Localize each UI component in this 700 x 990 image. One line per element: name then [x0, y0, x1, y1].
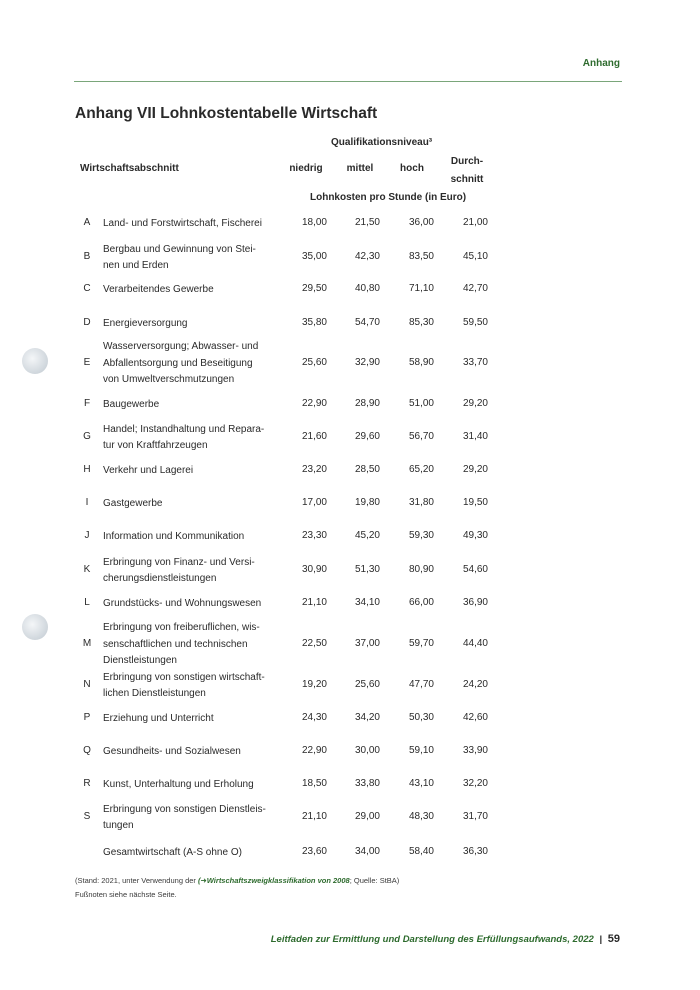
section-code: M [82, 638, 92, 649]
high-value: 58,90 [408, 357, 434, 368]
section-code: H [83, 464, 91, 475]
average-header-line: schnitt [450, 174, 484, 185]
section-label-line: von Umweltverschmutzungen [103, 374, 235, 386]
low-value: 17,00 [301, 497, 327, 508]
section-label: Baugewerbe [103, 398, 160, 410]
section-label-line: Bergbau und Gewinnung von Stei- [103, 243, 256, 255]
section-code: A [83, 217, 91, 228]
high-value: 71,10 [408, 283, 434, 294]
section-label: Kunst, Unterhaltung und Erholung [103, 778, 254, 790]
high-value: 59,30 [408, 530, 434, 541]
section-code: P [83, 712, 91, 723]
economic-section-header: Wirtschaftsabschnitt [80, 163, 179, 174]
page-number: 59 [607, 933, 620, 945]
low-value: 30,90 [301, 564, 327, 575]
average-value: 31,40 [462, 431, 488, 442]
high-value: 47,70 [408, 679, 434, 690]
high-value: 58,40 [408, 846, 434, 857]
section-label-line: tur von Kraftfahrzeugen [103, 440, 208, 451]
footer-separator: | [599, 934, 603, 945]
mid-value: 34,00 [354, 846, 380, 857]
section-code: L [84, 597, 90, 608]
average-value: 44,40 [462, 638, 488, 649]
section-label [103, 339, 273, 389]
qualification-level-header: Qualifikationsniveau³ [331, 137, 433, 148]
section-label-line: cherungsdienstleistungen [103, 573, 217, 584]
average-value: 33,90 [462, 745, 488, 756]
average-header [442, 153, 492, 189]
section-code: E [83, 357, 91, 368]
section-code: I [85, 497, 89, 508]
high-value: 83,50 [408, 251, 434, 262]
source-note [75, 876, 399, 885]
page-footer [271, 933, 620, 945]
mid-value: 33,80 [354, 778, 380, 789]
low-value: 21,10 [301, 597, 327, 608]
low-level-header: niedrig [289, 163, 323, 174]
low-value: 24,30 [301, 712, 327, 723]
section-label: Gesundheits- und Sozialwesen [103, 745, 241, 757]
mid-value: 51,30 [354, 564, 380, 575]
average-value: 59,50 [462, 317, 488, 328]
mid-value: 32,90 [354, 357, 380, 368]
source-prefix: (Stand: 2021, unter Verwendung der [75, 876, 199, 885]
section-label [103, 422, 273, 455]
mid-value: 21,50 [354, 217, 380, 228]
section-code: J [84, 530, 90, 541]
high-value: 85,30 [408, 317, 434, 328]
section-code: R [83, 778, 91, 789]
section-label: Gastgewerbe [103, 497, 163, 509]
low-value: 25,60 [301, 357, 327, 368]
high-value: 65,20 [408, 464, 434, 475]
average-value: 42,60 [462, 712, 488, 723]
high-value: 36,00 [408, 217, 434, 228]
average-value: 21,00 [462, 217, 488, 228]
section-label-line: Erbringung von sonstigen wirtschaft- [103, 671, 265, 683]
high-value: 59,10 [408, 745, 434, 756]
mid-value: 28,90 [354, 398, 380, 409]
mid-value: 40,80 [354, 283, 380, 294]
mid-level-header: mittel [346, 163, 374, 174]
section-label-line: Erbringung von Finanz- und Versi- [103, 556, 255, 568]
average-value: 29,20 [462, 398, 488, 409]
high-value: 43,10 [408, 778, 434, 789]
section-code: D [83, 317, 91, 328]
document-title: Leitfaden zur Ermittlung und Darstellung des Erfüllungsaufwands, 2022 [270, 934, 594, 945]
mid-value: 30,00 [354, 745, 380, 756]
low-value: 18,00 [301, 217, 327, 228]
section-code: S [83, 811, 91, 822]
section-label-line: senschaftlichen und technischen [103, 638, 248, 650]
low-value: 22,90 [301, 745, 327, 756]
low-value: 19,20 [301, 679, 327, 690]
low-value: 29,50 [301, 283, 327, 294]
mid-value: 19,80 [354, 497, 380, 508]
average-value: 32,20 [462, 778, 488, 789]
section-code: B [83, 251, 91, 262]
high-value: 48,30 [408, 811, 434, 822]
low-value: 23,20 [301, 464, 327, 475]
section-code: Q [83, 745, 91, 756]
section-label-line: Abfallentsorgung und Beseitigung [103, 357, 253, 369]
low-value: 21,60 [301, 431, 327, 442]
average-value: 54,60 [462, 564, 488, 575]
mid-value: 25,60 [354, 679, 380, 690]
mid-value: 34,10 [354, 597, 380, 608]
section-label: Verarbeitendes Gewerbe [103, 283, 214, 295]
section-label-line: lichen Dienstleistungen [103, 688, 206, 699]
section-label [103, 242, 273, 275]
source-suffix: ; Quelle: StBA) [349, 876, 400, 885]
section-label-line: tungen [103, 820, 134, 831]
high-value: 66,00 [408, 597, 434, 608]
low-value: 35,80 [301, 317, 327, 328]
punch-hole [22, 614, 48, 640]
section-code: F [83, 398, 91, 409]
high-value: 50,30 [408, 712, 434, 723]
mid-value: 54,70 [354, 317, 380, 328]
section-label [103, 670, 273, 703]
unit-header: Lohnkosten pro Stunde (in Euro) [310, 192, 467, 203]
average-value: 24,20 [462, 679, 488, 690]
mid-value: 29,00 [354, 811, 380, 822]
section-code: K [83, 564, 91, 575]
average-value: 29,20 [462, 464, 488, 475]
average-value: 33,70 [462, 357, 488, 368]
low-value: 23,30 [301, 530, 327, 541]
section-label: Anhang [582, 58, 620, 69]
average-header-line: Durch- [450, 156, 484, 167]
section-label [103, 555, 273, 588]
section-label-line: Wasserversorgung; Abwasser- und [103, 341, 259, 353]
high-value: 80,90 [408, 564, 434, 575]
section-label: Energieversorgung [103, 317, 188, 329]
section-label-line: Dienstleistungen [103, 655, 177, 667]
mid-value: 45,20 [354, 530, 380, 541]
average-value: 49,30 [462, 530, 488, 541]
section-label [103, 620, 273, 670]
footnote-reference: Fußnoten siehe nächste Seite. [75, 890, 177, 899]
mid-value: 42,30 [354, 251, 380, 262]
section-label-line: Erbringung von sonstigen Dienstleis- [103, 803, 266, 815]
section-label-line: Handel; Instandhaltung und Repara- [103, 423, 265, 435]
punch-hole [22, 348, 48, 374]
section-code: G [83, 431, 91, 442]
average-value: 36,90 [462, 597, 488, 608]
high-value: 31,80 [408, 497, 434, 508]
section-label: Erziehung und Unterricht [103, 712, 214, 724]
section-label: Grundstücks- und Wohnungswesen [103, 597, 262, 609]
section-label: Information und Kommunikation [103, 530, 245, 542]
low-value: 35,00 [301, 251, 327, 262]
low-value: 22,50 [301, 638, 327, 649]
section-label: Land- und Forstwirtschaft, Fischerei [103, 217, 262, 229]
high-level-header: hoch [400, 163, 424, 174]
average-value: 45,10 [462, 251, 488, 262]
low-value: 22,90 [301, 398, 327, 409]
section-label: Verkehr und Lagerei [103, 464, 194, 476]
section-label: Gesamtwirtschaft (A-S ohne O) [103, 846, 242, 858]
section-label-line: nen und Erden [103, 260, 169, 271]
mid-value: 34,20 [354, 712, 380, 723]
mid-value: 28,50 [354, 464, 380, 475]
high-value: 56,70 [408, 431, 434, 442]
header-divider [74, 81, 622, 82]
low-value: 18,50 [301, 778, 327, 789]
section-code: N [83, 679, 91, 690]
average-value: 19,50 [462, 497, 488, 508]
high-value: 51,00 [408, 398, 434, 409]
low-value: 21,10 [301, 811, 327, 822]
low-value: 23,60 [301, 846, 327, 857]
average-value: 31,70 [462, 811, 488, 822]
mid-value: 29,60 [354, 431, 380, 442]
classification-link[interactable]: (➜Wirtschaftszweigklassifikation von 2008 [198, 876, 350, 885]
average-value: 36,30 [462, 846, 488, 857]
mid-value: 37,00 [354, 638, 380, 649]
section-code: C [83, 283, 91, 294]
average-value: 42,70 [462, 283, 488, 294]
section-label [103, 802, 273, 835]
section-label-line: Erbringung von freiberuflichen, wis- [103, 622, 260, 634]
high-value: 59,70 [408, 638, 434, 649]
page-title: Anhang VII Lohnkostentabelle Wirtschaft [75, 105, 378, 122]
